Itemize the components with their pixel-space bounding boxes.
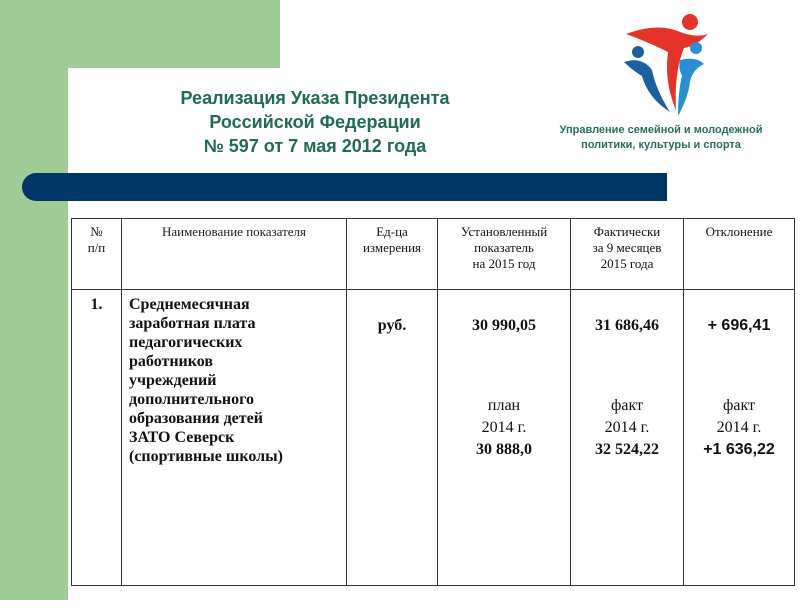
title-line-3: № 597 от 7 мая 2012 года: [203, 136, 427, 156]
deviation-value: + 696,41: [707, 317, 771, 334]
org-line-2: политики, культуры и спорта: [581, 139, 741, 151]
title-line-2: Российской Федерации: [209, 112, 421, 132]
row-name: Среднемесячная заработная плата педагогических работников учреждений дополнительного образования детей ЗАТО Северск (спортивные школы): [122, 290, 347, 586]
actual-sub-label: факт: [610, 397, 644, 414]
family-figures-logo-icon: [618, 12, 712, 120]
header-deviation: Отклонение: [684, 219, 795, 290]
table-header-row: [72, 219, 795, 290]
white-top-area: [280, 0, 800, 70]
org-line-1: Управление семейной и молодежной: [559, 124, 763, 136]
actual-sub-value: 32 524,22: [595, 441, 659, 458]
divider-bar: [22, 173, 667, 201]
deviation-sub-value: +1 636,22: [703, 441, 775, 458]
target-sub-year: 2014 г.: [481, 419, 527, 436]
row-actual: [571, 290, 684, 586]
header-num: № п/п: [72, 219, 122, 290]
header-actual: Фактически за 9 месяцев 2015 года: [571, 219, 684, 290]
slide-title: [130, 86, 500, 158]
header-unit: Ед-ца измерения: [347, 219, 438, 290]
table-row: [72, 290, 795, 586]
target-sub-label: план: [487, 397, 521, 414]
indicator-table: [71, 218, 795, 586]
title-line-1: Реализация Указа Президента: [180, 88, 450, 108]
header-target: Установленный показатель на 2015 год: [438, 219, 571, 290]
target-sub-value: 30 888,0: [476, 441, 532, 458]
target-value: 30 990,05: [472, 317, 536, 334]
actual-sub-year: 2014 г.: [604, 419, 650, 436]
green-top-band: [0, 0, 280, 68]
header-name: Наименование показателя: [122, 219, 347, 290]
deviation-sub-label: факт: [722, 397, 756, 414]
row-num: 1.: [72, 290, 122, 586]
green-left-band: [0, 0, 68, 600]
actual-value: 31 686,46: [595, 317, 659, 334]
row-unit: руб.: [347, 290, 438, 586]
organization-name: [530, 123, 792, 153]
row-deviation: [684, 290, 795, 586]
row-target: [438, 290, 571, 586]
deviation-sub-year: 2014 г.: [716, 419, 762, 436]
